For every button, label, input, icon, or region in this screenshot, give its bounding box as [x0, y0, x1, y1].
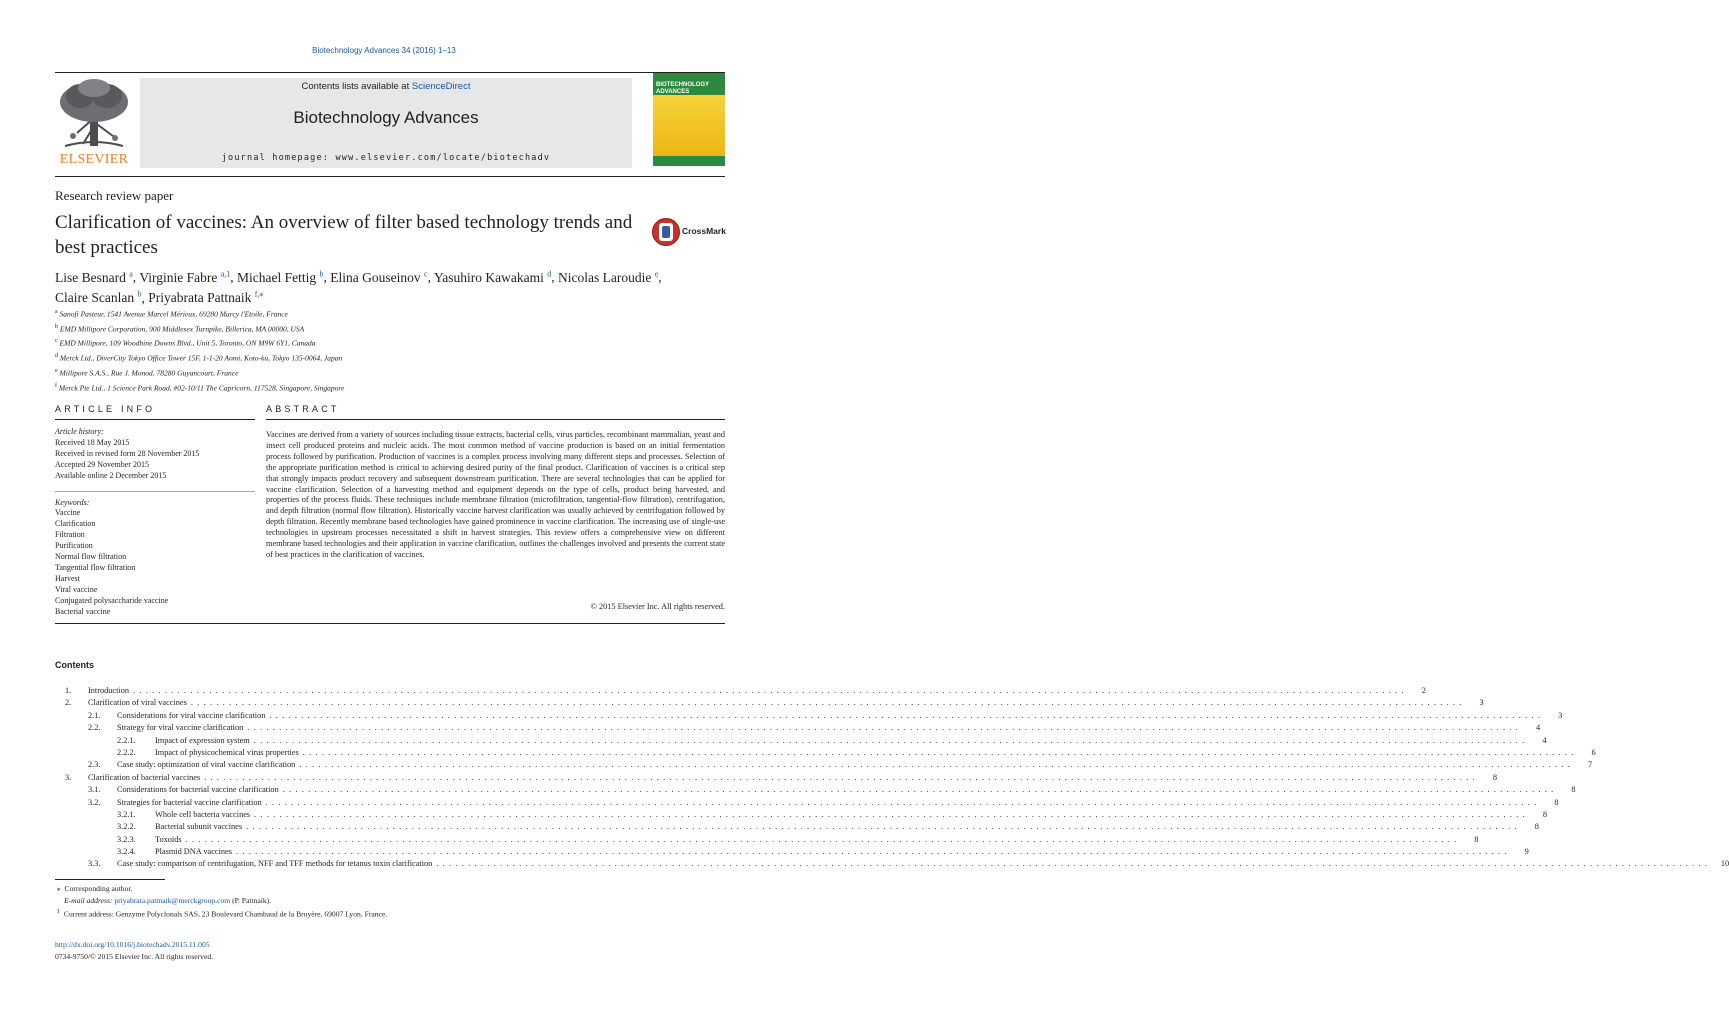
toc-label[interactable]: Clarification of viral vaccines [88, 698, 187, 708]
journal-homepage[interactable]: journal homepage: www.elsevier.com/locate/biotechadv [221, 153, 551, 163]
toc-leader-dots: ........................................................................................................................................................................................................ [299, 760, 1575, 770]
toc-number: 3.2.4. [117, 847, 136, 857]
author-affiliation-marker[interactable]: b [137, 289, 142, 299]
toc-page-number[interactable]: 8 [1542, 809, 1547, 819]
article-history-label: Article history: [55, 427, 104, 436]
toc-leader-dots: ........................................................................................................................................................................................................ [282, 785, 1558, 795]
toc-page-number[interactable]: 6 [1591, 747, 1596, 757]
toc-label[interactable]: Case study: optimization of viral vaccine clarification [117, 760, 296, 770]
affiliation-key: d [55, 353, 58, 360]
toc-leader-dots: ........................................................................................................................................................................................................ [269, 710, 1545, 720]
toc-leader-dots: ........................................................................................................................................................................................................ [265, 797, 1541, 807]
affiliation-text: Merck Pte Ltd., 1 Science Park Road, #02-10/11 The Capricorn, 117528, Singapore, Singapore [58, 383, 345, 393]
abstract-text: Vaccines are derived from a variety of sources including tissue extracts, bacterial cells, virus particles, recombinant mammalian, yeast and insect cell produced proteins and nucleic acids. The most common method of vaccine production is based on an initial fermentation process followed by purification. Production of vaccines is a complex process involving many different steps and processes. Selection of the appropriate purification method is critical to achieving desired purity of the final product. Clarification of vaccines is a critical step that strongly impacts product recovery and subsequent downstream purification. There are several technologies that can be applied for vaccine clarification. Selection of a harvesting method and equipment depends on the type of cells, product being harvested, and properties of the process fluids. These techniques include membrane filtration (microfiltration, tangential-flow filtration), centrifugation, and depth filtration (normal flow filtration). Historically vaccine harvest clarification was usually achieved by centrifugation followed by depth filtration. Recently membrane based technologies have gained prominence in vaccine clarification. The increasing use of single-use technologies in upstream processes necessitated a shift in harvest strategies. This review offers a comprehensive view on different membrane based technologies and their application in vaccine clarification, outlines the challenges involved and presents the current state of best practices in the clarification of vaccines. [266, 430, 725, 559]
toc-page-number[interactable]: 4 [1535, 723, 1541, 733]
affiliation [55, 350, 715, 365]
toc-leader-dots: ........................................................................................................................................................................................................ [436, 859, 1712, 869]
affiliation-key: b [55, 323, 58, 330]
footnote-rule [55, 879, 165, 880]
toc-number: 3.2.3. [117, 834, 136, 844]
journal-title: Biotechnology Advances [293, 108, 479, 127]
keyword: Vaccine [55, 508, 81, 518]
elsevier-tree-icon [55, 78, 133, 150]
toc-entry[interactable] [55, 698, 1484, 710]
contents-heading: Contents [55, 660, 94, 670]
author-name: Priyabrata Pattnaik [148, 290, 252, 305]
toc-label[interactable]: Case study: comparison of centrifugation, NFF and TFF methods for tetanus toxin clarification [117, 859, 433, 869]
toc-label[interactable]: Introduction [88, 686, 130, 695]
crossmark-icon [652, 218, 680, 246]
toc-label[interactable]: Plasmid DNA vaccines [155, 847, 232, 857]
article-info-divider [55, 482, 255, 492]
article-type: Research review paper [55, 188, 174, 203]
article-info-heading: ARTICLE INFO [55, 404, 156, 414]
toc-leader-dots: ........................................................................................................................................................................................................ [235, 847, 1511, 857]
toc-number: 2. [65, 698, 72, 708]
author-name: Elina Gouseinov [330, 269, 421, 285]
affiliation-key: c [55, 338, 58, 345]
contents-availability [140, 81, 632, 92]
keyword: Bacterial vaccine [55, 606, 111, 616]
toc-number: 1. [65, 686, 72, 695]
affiliation-footnote [55, 906, 715, 920]
toc-label[interactable]: Considerations for bacterial vaccine clarification [117, 785, 279, 795]
toc-number: 3. [65, 772, 72, 782]
elsevier-logo [55, 78, 133, 168]
toc-entry[interactable] [55, 747, 1596, 760]
toc-page-number[interactable]: 8 [1571, 785, 1576, 795]
abstract-bottom-rule [55, 623, 725, 624]
keyword: Viral vaccine [55, 584, 98, 594]
keyword: Tangential flow filtration [55, 562, 136, 572]
history-entry: Available online 2 December 2015 [55, 470, 167, 480]
author[interactable] [148, 290, 263, 305]
toc-number: 2.2.2. [117, 747, 136, 757]
toc-entry[interactable] [55, 859, 1729, 871]
crossmark-label: CrossMark [682, 226, 726, 236]
affiliation-list [55, 306, 715, 394]
toc-entry[interactable] [55, 772, 1498, 785]
toc-number: 3.2. [88, 797, 101, 807]
toc-label[interactable]: Strategies for bacterial vaccine clarification [117, 797, 262, 807]
toc-label[interactable]: Clarification of bacterial vaccines [88, 772, 201, 782]
table-of-contents [55, 686, 1729, 872]
affiliation [55, 380, 715, 395]
toc-page-number[interactable]: 8 [1492, 772, 1498, 782]
toc-label[interactable]: Whole cell bacteria vaccines [155, 809, 251, 819]
footnote-text: Current address: Genzyme Polyclonals SAS, 23 Boulevard Chambaud de la Bruyère, 69007 Lyon, France. [63, 909, 388, 919]
toc-leader-dots: ........................................................................................................................................................................................................ [253, 735, 1529, 745]
toc-leader-dots: ........................................................................................................................................................................................................ [204, 772, 1480, 782]
author[interactable] [55, 270, 133, 285]
keyword: Clarification [55, 519, 96, 529]
affiliation-key: e [55, 367, 58, 374]
footnotes [55, 883, 715, 920]
header-top-rule [55, 72, 725, 73]
toc-label[interactable]: Bacterial subunit vaccines [155, 822, 243, 832]
toc-page-number[interactable]: 9 [1524, 847, 1529, 857]
cover-title: BIOTECHNOLOGY ADVANCES [656, 82, 709, 95]
toc-page-number[interactable]: 7 [1588, 760, 1593, 770]
toc-label[interactable]: Strategy for viral vaccine clarification [117, 723, 244, 733]
toc-entry[interactable] [55, 847, 1529, 859]
affiliation-text: Millipore S.A.S., Rue J. Monod, 78280 Guyancourt, France [59, 368, 239, 378]
history-entry: Received in revised form 28 November 2015 [55, 448, 200, 458]
crossmark-icon-bookmark [662, 226, 670, 238]
affiliation [55, 335, 715, 350]
toc-entry[interactable] [55, 822, 1539, 834]
abstract-heading: ABSTRACT [266, 404, 340, 414]
history-entry: Received 18 May 2015 [55, 437, 130, 447]
author-name: Virginie Fabre [139, 269, 218, 285]
toc-leader-dots: ........................................................................................................................................................................................................ [254, 809, 1529, 819]
article-info-rule [55, 419, 255, 420]
affiliation [55, 306, 715, 321]
toc-leader-dots: ........................................................................................................................................................................................................ [246, 822, 1521, 832]
toc-entry[interactable] [55, 686, 1426, 698]
toc-page-number[interactable]: 3 [1479, 698, 1484, 708]
toc-page-number[interactable]: 8 [1474, 834, 1479, 844]
toc-number: 3.1. [88, 785, 101, 795]
affiliation-text: Merck Ltd., DiverCity Tokyo Office Tower 15F, 1-1-20 Aomi, Koto-ku, Tokyo 135-0064, Japan [59, 353, 343, 363]
journal-reference[interactable]: Biotechnology Advances 34 (2016) 1–13 [312, 46, 456, 55]
email-note [55, 895, 715, 907]
toc-entry[interactable] [55, 809, 1547, 822]
crossmark-badge[interactable] [652, 218, 742, 246]
keyword: Normal flow filtration [55, 552, 127, 562]
toc-number: 3.2.1. [117, 809, 136, 819]
affiliation-text: Sanofi Pasteur, 1541 Avenue Marcel Mérieux, 69280 Marcy l'Etoile, France [59, 309, 288, 319]
author-name: Claire Scanlan [55, 290, 135, 305]
toc-label[interactable]: Impact of physicochemical virus properties [155, 747, 299, 757]
cover-bottom-band [653, 156, 725, 166]
journal-cover-thumbnail[interactable] [653, 73, 725, 166]
author-name: Nicolas Laroudie [557, 269, 652, 285]
contents-prefix: Contents lists available at [301, 81, 412, 92]
toc-leader-dots: ........................................................................................................................................................................................................ [133, 686, 1408, 695]
author[interactable] [139, 270, 230, 285]
affiliation-text: EMD Millipore, 109 Woodbine Downs Blvd., Unit 5, Toronto, ON M9W 6Y1, Canada [59, 338, 316, 348]
keyword: Purification [55, 541, 93, 551]
footnote-mark: ⁎ [56, 884, 61, 893]
abstract-copyright: © 2015 Elsevier Inc. All rights reserved. [590, 602, 725, 611]
author[interactable] [330, 270, 427, 285]
author-name: Lise Besnard [55, 269, 126, 285]
corresponding-author-note [55, 883, 715, 895]
toc-entry[interactable] [55, 760, 1593, 772]
toc-page-number[interactable]: 3 [1558, 710, 1563, 720]
author-email-link[interactable]: priyabrata.pattnaik@merckgroup.com [114, 895, 231, 905]
author[interactable] [237, 270, 323, 285]
toc-leader-dots: ........................................................................................................................................................................................................ [247, 723, 1523, 733]
keyword: Harvest [55, 573, 80, 583]
footnote-text: Corresponding author. [64, 884, 133, 893]
toc-number: 2.3. [88, 760, 101, 770]
toc-number: 2.2. [88, 723, 101, 733]
toc-entry[interactable] [55, 797, 1559, 810]
toc-page-number[interactable]: 8 [1534, 822, 1539, 832]
author-affiliation-marker[interactable]: f,⁎ [254, 289, 264, 299]
elsevier-wordmark: ELSEVIER [59, 152, 129, 167]
email-label: E-mail address: [64, 895, 113, 905]
affiliation [55, 321, 715, 336]
toc-entry[interactable] [55, 785, 1576, 797]
toc-number: 3.3. [88, 859, 101, 869]
author-list: Lise Besnard $^a$, Virginie Fabre $^{a,1}$, Michael Fettig $^b$, Elina Gouseinov $^c$, Yasuhiro Kawakami $^d$, Nicolas Laroudie $^e$, Claire Scanlan $^b$, Priyabrata Pattnaik $^{f,⁎}$ [55, 269, 662, 305]
toc-entry[interactable] [55, 834, 1479, 847]
header-bottom-rule [55, 176, 725, 177]
doi-link[interactable]: http://dx.doi.org/10.1016/j.biotechadv.2015.11.005 [55, 940, 210, 949]
author-affiliation-marker[interactable]: a,1 [220, 269, 231, 278]
author-affiliation-marker[interactable]: e [654, 269, 659, 278]
toc-entry[interactable] [55, 710, 1563, 723]
author-name: Yasuhiro Kawakami [433, 269, 544, 285]
toc-page-number[interactable]: 8 [1554, 797, 1559, 807]
toc-label[interactable]: Impact of expression system [155, 735, 250, 745]
toc-page-number[interactable]: 4 [1542, 735, 1547, 745]
author-affiliation-marker[interactable]: b [319, 269, 324, 278]
toc-page-number[interactable]: 2 [1421, 686, 1426, 695]
toc-leader-dots: ........................................................................................................................................................................................................ [302, 747, 1578, 757]
toc-label[interactable]: Toxoids [155, 834, 182, 844]
keyword: Conjugated polysaccharide vaccine [55, 595, 169, 605]
keywords-label: Keywords: [55, 497, 90, 507]
toc-entry[interactable] [55, 735, 1547, 748]
history-entry: Accepted 29 November 2015 [55, 459, 149, 469]
journal-header [140, 78, 632, 168]
abstract-rule [266, 419, 725, 420]
keyword: Filtration [55, 530, 85, 540]
author-affiliation-marker[interactable]: a [129, 269, 133, 278]
toc-number: 2.2.1. [117, 735, 136, 745]
footnote-mark: 1 [56, 908, 61, 915]
toc-number: 3.2.2. [117, 822, 136, 832]
toc-label[interactable]: Considerations for viral vaccine clarification [117, 710, 266, 720]
author[interactable] [558, 270, 658, 285]
author-name: Michael Fettig [237, 269, 317, 285]
toc-page-number[interactable]: 10 [1720, 859, 1729, 869]
toc-leader-dots: ........................................................................................................................................................................................................ [185, 834, 1461, 844]
affiliation-key: f [55, 382, 57, 389]
affiliation-text: EMD Millipore Corporation, 900 Middlesex Turnpike, Billerica, MA 00000, USA [59, 324, 305, 334]
issn-copyright: 0734-9750/© 2015 Elsevier Inc. All rights reserved. [55, 952, 214, 961]
affiliation [55, 365, 715, 380]
sciencedirect-link[interactable]: ScienceDirect [411, 81, 471, 92]
toc-leader-dots: ........................................................................................................................................................................................................ [190, 698, 1466, 708]
email-suffix: (P. Pattnaik). [232, 895, 272, 905]
article-info [55, 427, 255, 618]
article-title: Clarification of vaccines: An overview of filter based technology trends and best practices [55, 212, 633, 258]
author-affiliation-marker[interactable]: c [424, 269, 428, 278]
author[interactable] [434, 270, 551, 285]
toc-number: 2.1. [88, 710, 101, 720]
affiliation-key: a [55, 309, 58, 315]
author-affiliation-marker[interactable]: d [547, 269, 552, 278]
toc-entry[interactable] [55, 723, 1541, 735]
author[interactable] [55, 290, 141, 305]
